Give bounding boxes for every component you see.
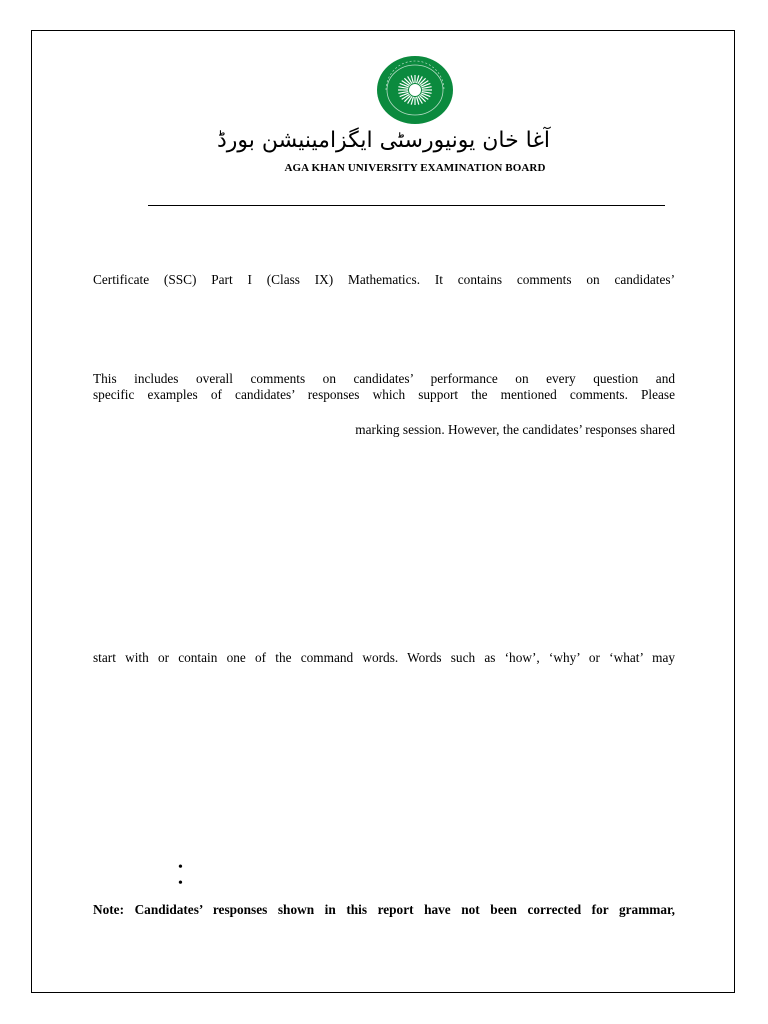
page-frame xyxy=(31,30,735,993)
body-line: This includes overall comments on candidates’ performance on every question and xyxy=(93,371,675,386)
urdu-board-name: آغا خان یونیورسٹی ایگزامینیشن بورڈ xyxy=(216,128,550,153)
aku-seal-icon xyxy=(376,55,454,125)
note-text: Note: Candidates’ responses shown in this report have not been corrected for grammar, xyxy=(93,902,675,917)
bullet-point: • xyxy=(178,876,183,891)
header-divider xyxy=(148,205,665,206)
body-line: Certificate (SSC) Part I (Class IX) Mathematics. It contains comments on candidates’ xyxy=(93,272,675,287)
board-name: AGA KHAN UNIVERSITY EXAMINATION BOARD xyxy=(284,162,546,174)
body-line: specific examples of candidates’ responses which support the mentioned comments. Please xyxy=(93,387,675,402)
body-line: marking session. However, the candidates’ responses shared xyxy=(355,422,675,437)
body-line: start with or contain one of the command words. Words such as ‘how’, ‘why’ or ‘what’ may xyxy=(93,650,675,665)
bullet-point: • xyxy=(178,860,183,875)
aku-seal-logo xyxy=(376,55,454,125)
